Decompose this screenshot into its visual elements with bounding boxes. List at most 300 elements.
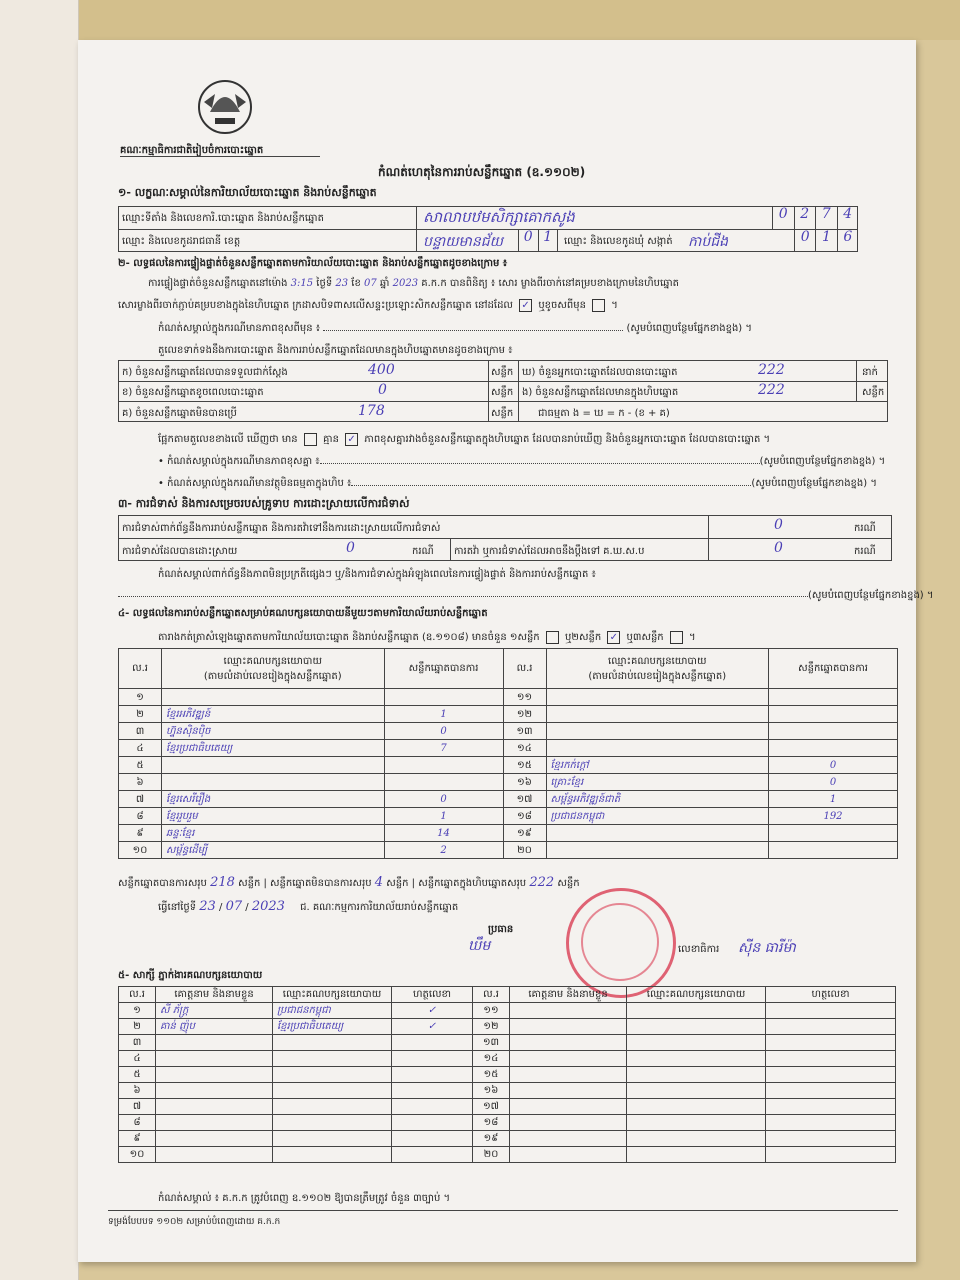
- row-number: ៩: [119, 825, 162, 842]
- witness-party[interactable]: [273, 1099, 392, 1115]
- witness-party[interactable]: [273, 1051, 392, 1067]
- box-total-label: សន្លឹកឆ្នោតក្នុងហិបឆ្នោតសរុប: [418, 878, 527, 889]
- vote-count[interactable]: 7: [384, 740, 503, 757]
- witness-party[interactable]: [627, 1147, 766, 1163]
- section5-heading: ៥- សាក្សី ភ្នាក់ងារគណបក្សនយោបាយ: [118, 970, 263, 981]
- table-row: [119, 825, 898, 842]
- vote-count[interactable]: [769, 723, 898, 740]
- row-number: ១៧: [503, 791, 546, 808]
- unit-label: សន្លឹក: [491, 408, 514, 419]
- witness-name[interactable]: [156, 1099, 273, 1115]
- vote-count[interactable]: [769, 842, 898, 859]
- divider: [118, 538, 892, 539]
- unit-label: សន្លឹក: [491, 387, 514, 398]
- valid-total-label: សន្លឹកឆ្នោតបានការសរុប: [118, 878, 207, 889]
- col-header-name: គោត្តនាម និងនាមខ្លួន: [156, 987, 273, 1003]
- row-number: ៣: [119, 723, 162, 740]
- form-footer: ទម្រង់បែបបទ ១១០២ សម្រាប់បំពេញដោយ គ.ក.ក: [108, 1217, 281, 1227]
- secretary-label: លេខាធិការ: [678, 944, 720, 955]
- witness-name[interactable]: [510, 1067, 627, 1083]
- table-row: [119, 842, 898, 859]
- bullet-object: [158, 476, 877, 491]
- col-header-votes: សន្លឹកឆ្នោតបានការ: [384, 649, 503, 689]
- col-header-no: ល.រ: [473, 987, 510, 1003]
- bullet-diff-label: • កំណត់សម្គាល់ក្នុងករណីមានភាពខុសគ្នា ៖: [158, 456, 320, 467]
- tally-intro: តារាងកត់ត្រាសំឡេងឆ្នោតតាមការិយាល័យបោះឆ្នោត និងរាប់សន្លឹកឆ្នោត (ឧ.១១០៨) មានចំនួន ១សន្លឹក ឬ២សន្លឹក ✓ ឬ៣សន្លឹក ។: [158, 631, 696, 643]
- witness-signature[interactable]: [766, 1147, 896, 1163]
- final-note: កំណត់សម្គាល់ ៖ គ.ក.ក ត្រូវបំពេញ ឧ.១១០២ ឱ្យបានត្រឹមត្រូវ ចំនួន ៣ច្បាប់ ។: [158, 1193, 451, 1204]
- code-digit: 7: [815, 206, 837, 229]
- witness-party[interactable]: [273, 1035, 392, 1051]
- table-row: [119, 723, 898, 740]
- row-number: ១១: [503, 689, 546, 706]
- row-number: ២: [119, 706, 162, 723]
- vote-count[interactable]: 2: [384, 842, 503, 859]
- row-number: ១២: [473, 1019, 510, 1035]
- witness-party[interactable]: ប្រជាជនកម្ពុជា: [273, 1003, 392, 1019]
- unit-label: នាក់: [862, 367, 878, 378]
- code-digit: 0: [518, 229, 538, 252]
- row-number: ១៣: [503, 723, 546, 740]
- party-name[interactable]: [546, 825, 769, 842]
- committee-label: ជ. គណៈកម្មការការិយាល័យរាប់សន្លឹកឆ្នោត: [300, 902, 459, 913]
- party-name[interactable]: គ្រោះខ្មែរ: [546, 774, 769, 791]
- code-digit: 2: [794, 206, 816, 229]
- witness-party[interactable]: [273, 1115, 392, 1131]
- bullet-diff: [158, 454, 885, 469]
- party-name[interactable]: [546, 723, 769, 740]
- adjacent-paper: [0, 0, 79, 1280]
- unused-label: គ) ចំនួនសន្លឹកឆ្នោតមិនបានប្រើ: [122, 408, 237, 419]
- row-number: ១៨: [473, 1115, 510, 1131]
- vote-count[interactable]: [384, 689, 503, 706]
- vote-count[interactable]: 0: [769, 774, 898, 791]
- party-name[interactable]: [162, 757, 385, 774]
- witness-name[interactable]: [510, 1083, 627, 1099]
- party-name[interactable]: ប្រជាជនកម្ពុជា: [546, 808, 769, 825]
- row-number: ១៣: [473, 1035, 510, 1051]
- row-number: ៦: [119, 774, 162, 791]
- month-label: ខែ: [351, 278, 361, 289]
- row-number: ៧: [119, 791, 162, 808]
- col-header-votes: សន្លឹកឆ្នោតបានការ: [769, 649, 898, 689]
- row-number: ៣: [119, 1035, 156, 1051]
- witness-name[interactable]: [156, 1035, 273, 1051]
- sheets-3-checkbox[interactable]: [670, 631, 683, 644]
- unused-value: 178: [358, 403, 385, 419]
- witness-signature[interactable]: [766, 1115, 896, 1131]
- date-line: ធ្វើនៅថ្ងៃទី 23 / 07 / 2023 ជ. គណៈកម្មការការិយាល័យរាប់សន្លឹកឆ្នោត: [158, 899, 459, 914]
- verify-time: 3:15: [290, 278, 314, 289]
- witness-signature[interactable]: [392, 1083, 473, 1099]
- witness-name[interactable]: [510, 1019, 627, 1035]
- sheets-2-checkbox[interactable]: ✓: [607, 631, 620, 644]
- row-number: ១៧: [473, 1099, 510, 1115]
- witness-party[interactable]: [273, 1083, 392, 1099]
- col-header-sign: ហត្ថលេខា: [392, 987, 473, 1003]
- party-name[interactable]: ខ្មែរប្រជាធិបតេយ្យ: [162, 740, 385, 757]
- vote-count[interactable]: 14: [384, 825, 503, 842]
- witness-party[interactable]: [627, 1083, 766, 1099]
- verify-month: 07: [364, 278, 377, 289]
- party-name[interactable]: [546, 689, 769, 706]
- col-party-subtitle: (តាមលំដាប់លេខរៀងក្នុងសន្លឹកឆ្នោត): [588, 670, 727, 682]
- code-digit: 0: [772, 206, 794, 229]
- table-row: [119, 706, 898, 723]
- col-header-party: ឈ្មោះគណបក្សនយោបាយ: [627, 987, 766, 1003]
- sheets-3-label: ឬ៣សន្លឹក: [626, 632, 664, 643]
- party-name[interactable]: [162, 689, 385, 706]
- results-table: [118, 648, 898, 859]
- witness-party[interactable]: ខ្មែរប្រជាធិបតេយ្យ: [273, 1019, 392, 1035]
- witness-signature[interactable]: [392, 1099, 473, 1115]
- code-digit: 1: [815, 229, 836, 252]
- party-name[interactable]: [546, 706, 769, 723]
- seal-changed-label: ឬខូចសពីមុន: [538, 300, 586, 311]
- date-day: 23: [199, 899, 216, 914]
- col-header-name: គោត្តនាម និងនាមខ្លួន: [510, 987, 627, 1003]
- row-number: ៨: [119, 1115, 156, 1131]
- note-line: [158, 321, 818, 336]
- note-more: (សូមបំពេញបន្ថែមផ្នែកខាងខ្នង) ។: [626, 323, 752, 334]
- commune-label: ឈ្មោះ និងលេខកូដឃុំ សង្កាត់: [564, 236, 673, 247]
- province-label: ឈ្មោះ និងលេខកូដរាជធានី ខេត្ត: [122, 236, 241, 247]
- witness-name[interactable]: [510, 1131, 627, 1147]
- witness-signature[interactable]: [392, 1067, 473, 1083]
- witness-party[interactable]: [273, 1067, 392, 1083]
- party-name[interactable]: [162, 774, 385, 791]
- witness-signature[interactable]: [766, 1099, 896, 1115]
- row-number: ១: [119, 1003, 156, 1019]
- invalid-total-label: សន្លឹកឆ្នោតមិនបានការសរុប: [270, 878, 372, 889]
- divider: [416, 206, 417, 252]
- row-number: ៨: [119, 808, 162, 825]
- unit-label: ករណី: [854, 523, 876, 534]
- vote-count[interactable]: [769, 825, 898, 842]
- unit-label: សន្លឹក: [862, 387, 885, 398]
- seal-changed-checkbox[interactable]: [592, 299, 605, 312]
- compare-yes-checkbox[interactable]: [304, 433, 317, 446]
- table-row: [119, 740, 898, 757]
- col-party-title: ឈ្មោះគណបក្សនយោបាយ: [223, 655, 322, 667]
- witness-party[interactable]: [627, 1099, 766, 1115]
- row-number: ១៥: [503, 757, 546, 774]
- vote-count[interactable]: [384, 757, 503, 774]
- row-number: ២០: [473, 1147, 510, 1163]
- table-row: [119, 1099, 896, 1115]
- valid-total-value: 218: [210, 875, 235, 890]
- row-number: ១៤: [473, 1051, 510, 1067]
- witness-name[interactable]: [510, 1003, 627, 1019]
- witness-table: [118, 986, 896, 1163]
- row-number: ១១: [473, 1003, 510, 1019]
- table-row: [119, 1035, 896, 1051]
- form-sheet: [78, 40, 934, 1262]
- appeal-value: 0: [774, 540, 783, 556]
- row-number: ១៦: [503, 774, 546, 791]
- compare-no-label: គ្មាន: [323, 434, 339, 445]
- sheets-2-label: ឬ២សន្លឹក: [565, 632, 602, 643]
- divider: [708, 515, 709, 561]
- row-number: ១៦: [473, 1083, 510, 1099]
- witness-name[interactable]: [510, 1115, 627, 1131]
- note-more: (សូមបំពេញបន្ថែមផ្នែកខាងខ្នង) ។: [751, 478, 877, 489]
- party-name[interactable]: ខ្មែរសេរីរឿង: [162, 791, 385, 808]
- section3-heading: ៣- ការជំទាស់ និងការសម្រេចរបស់គ្រូទាប ការដោះស្រាយលើការជំទាស់: [118, 497, 410, 510]
- vote-count[interactable]: [769, 740, 898, 757]
- vote-count[interactable]: 1: [769, 791, 898, 808]
- row-number: ៤: [119, 1051, 156, 1067]
- verify-line: [148, 276, 679, 291]
- inbox-label: ង) ចំនួនសន្លឹកឆ្នោតដែលមានក្នុងហិបឆ្នោត: [522, 387, 679, 398]
- appeal-label: ការតវ៉ា ឬការជំទាស់ដែលអាចនឹងប្តឹងទៅ គ.ឃ.ស.ប: [454, 546, 645, 557]
- row-number: ១៥: [473, 1067, 510, 1083]
- unit-label: ករណី: [412, 546, 434, 557]
- province-value: បន្ទាយមានជ័យ: [423, 234, 503, 250]
- row-number: ៥: [119, 1067, 156, 1083]
- witness-signature[interactable]: [392, 1131, 473, 1147]
- official-stamp: [566, 888, 676, 998]
- seal-same-checkbox[interactable]: ✓: [519, 299, 532, 312]
- witness-party[interactable]: [627, 1131, 766, 1147]
- row-number: ៥: [119, 757, 162, 774]
- divider: [108, 1210, 898, 1211]
- divider: [518, 360, 519, 422]
- unit-label: ករណី: [854, 546, 876, 557]
- verify-text: ការផ្ទៀងផ្ទាត់ចំនួនសន្លឹកឆ្នោតនៅម៉ោង: [148, 278, 288, 289]
- table-row: [119, 1051, 896, 1067]
- vote-count[interactable]: [769, 689, 898, 706]
- witness-name[interactable]: [156, 1131, 273, 1147]
- spoiled-value: 0: [378, 382, 387, 398]
- invalid-total-value: 4: [374, 875, 384, 890]
- witness-signature[interactable]: [766, 1003, 896, 1019]
- inbox-value: 222: [758, 382, 785, 398]
- witness-signature[interactable]: [392, 1035, 473, 1051]
- witness-signature[interactable]: [766, 1067, 896, 1083]
- date-month: 07: [225, 899, 243, 914]
- compare-line: [158, 432, 770, 447]
- col-header-no: ល.រ: [503, 649, 546, 689]
- section1-heading: ១- លក្ខណៈសម្គាល់នៃការិយាល័យបោះឆ្នោត និងរាប់សន្លឹកឆ្នោត: [118, 186, 377, 199]
- table-row: [119, 791, 898, 808]
- vote-count[interactable]: 1: [384, 706, 503, 723]
- table-row: [119, 1019, 896, 1035]
- compare-text: ផ្អែកតាមតួលេខខាងលើ ឃើញថា មាន: [158, 434, 298, 445]
- witness-party[interactable]: [273, 1131, 392, 1147]
- party-name[interactable]: ខ្មែរកក់ក្តៅ: [546, 757, 769, 774]
- witness-name[interactable]: គាន់ ញ៉ុប: [156, 1019, 273, 1035]
- witness-signature[interactable]: [766, 1019, 896, 1035]
- day-label: ថ្ងៃទី: [316, 278, 333, 289]
- year-label: ឆ្នាំ: [379, 278, 390, 289]
- witness-name[interactable]: [510, 1051, 627, 1067]
- witness-name[interactable]: [156, 1115, 273, 1131]
- witness-party[interactable]: [627, 1115, 766, 1131]
- row-number: ១២: [503, 706, 546, 723]
- emblem-icon: [190, 72, 260, 142]
- vote-count[interactable]: 0: [384, 723, 503, 740]
- divider: [118, 401, 888, 402]
- note-field[interactable]: [323, 330, 623, 331]
- received-label: ក) ចំនួនសន្លឹកឆ្នោតដែលបានទទួលជាក់ស្តែង: [122, 367, 288, 378]
- col-header-party: [162, 649, 385, 689]
- commission-name: គណៈកម្មាធិការជាតិរៀបចំការបោះឆ្នោត: [120, 145, 264, 156]
- location-code: [772, 206, 858, 229]
- vote-count[interactable]: [384, 774, 503, 791]
- witness-name[interactable]: [510, 1147, 627, 1163]
- table-row: [119, 774, 898, 791]
- resolved-label: ការជំទាស់ដែលបានដោះស្រាយ: [122, 546, 238, 557]
- voters-label: ឃ) ចំនួនអ្នកបោះឆ្នោតដែលបានបោះឆ្នោត: [522, 367, 678, 378]
- row-number: ៧: [119, 1099, 156, 1115]
- stamp-inner-ring: [581, 903, 659, 981]
- row-number: ២០: [503, 842, 546, 859]
- object-field[interactable]: [351, 485, 751, 486]
- objection-label: ការជំទាស់ពាក់ព័ន្ធនឹងការរាប់សន្លឹកឆ្នោត និងការតវ៉ាទៅនឹងការដោះស្រាយលើការជំទាស់: [122, 523, 441, 534]
- secretary-signature: ស៊ីន ធារីម៉ា: [738, 940, 796, 956]
- party-name[interactable]: ឆន្ទៈខ្មែរ: [162, 825, 385, 842]
- party-name[interactable]: សម្ព័ន្ធដើម្បី: [162, 842, 385, 859]
- voters-value: 222: [758, 362, 785, 378]
- chair-signature: ឃឹម: [468, 938, 491, 954]
- divider: [450, 538, 451, 561]
- seal-line: សោរម្ខាងពីរចាក់ភ្ជាប់គម្របខាងក្នុងនៃហិបឆ្នោត ក្រដាសបិទពាសលើសន្ទះប្រឡោះសិកសន្លឹកឆ្នោត នៅដដែល ✓ ឬខូចសពីមុន ។: [118, 299, 618, 311]
- s3-note-field[interactable]: [118, 596, 808, 597]
- party-name[interactable]: ខ្មែរអភិវឌ្ឍន៍: [162, 706, 385, 723]
- note-more: (សូមបំពេញបន្ថែមផ្នែកខាងខ្នង) ។: [759, 456, 886, 467]
- unit-label: សន្លឹក: [386, 878, 409, 889]
- table-row: [119, 808, 898, 825]
- party-name[interactable]: ខ្មែររួបរួម: [162, 808, 385, 825]
- vote-count[interactable]: 0: [384, 791, 503, 808]
- party-name[interactable]: សម្ព័ន្ធអភិវឌ្ឍន៍ជាតិ: [546, 791, 769, 808]
- party-name[interactable]: ហ្វ៊ុនស៊ិនប៉ិច: [162, 723, 385, 740]
- location-label: ឈ្មោះទីតាំង និងលេខការិ.បោះឆ្នោត និងរាប់សន្លឹកឆ្នោត: [122, 213, 324, 224]
- sheets-1-checkbox[interactable]: [546, 631, 559, 644]
- witness-signature[interactable]: [392, 1147, 473, 1163]
- divider: [120, 156, 320, 157]
- col-header-party: ឈ្មោះគណបក្សនយោបាយ: [273, 987, 392, 1003]
- section2-heading: ២- លទ្ធផលនៃការផ្ទៀងផ្ទាត់ចំនួនសន្លឹកឆ្នោតតាមការិយាល័យបោះឆ្នោត និងរាប់សន្លឹកឆ្នោតដូចខាងក្រោម ៖: [118, 258, 508, 269]
- commune-value: កាប់ជីង: [688, 234, 728, 250]
- form-title: កំណត់ហេតុនៃការរាប់សន្លឹកឆ្នោត (ឧ.១១០២): [378, 165, 586, 179]
- totals-line: សន្លឹកឆ្នោតបានការសរុប 218 សន្លឹក | សន្លឹកឆ្នោតមិនបានការសរុប 4 សន្លឹក | សន្លឹកឆ្នោតក្នុងហិបឆ្នោតសរុប 222 សន្លឹក: [118, 875, 580, 890]
- note-more: (សូមបំពេញបន្ថែមផ្នែកខាងខ្នង) ។: [808, 590, 934, 601]
- vote-count[interactable]: 0: [769, 757, 898, 774]
- witness-signature[interactable]: ✓: [392, 1019, 473, 1035]
- table-row: [119, 1067, 896, 1083]
- table-row: [119, 1003, 896, 1019]
- table-row: [119, 1131, 896, 1147]
- row-number: ១: [119, 689, 162, 706]
- witness-party[interactable]: [627, 1067, 766, 1083]
- note-label: កំណត់សម្គាល់ក្នុងករណីមានភាពខុសពីមុន ៖: [158, 323, 321, 334]
- col-party-title: ឈ្មោះគណបក្សនយោបាយ: [608, 655, 707, 667]
- party-name[interactable]: [546, 740, 769, 757]
- table-row: [119, 1115, 896, 1131]
- counts-intro: តួលេខទាក់ទងនឹងការបោះឆ្នោត និងការរាប់សន្លឹកឆ្នោតដែលមានក្នុងហិបឆ្នោតមានដូចខាងក្រោម ៖: [158, 345, 513, 356]
- witness-signature[interactable]: [766, 1083, 896, 1099]
- row-number: ១០: [119, 842, 162, 859]
- witness-signature[interactable]: ✓: [392, 1003, 473, 1019]
- witness-party[interactable]: [273, 1147, 392, 1163]
- received-value: 400: [368, 362, 395, 378]
- tally-intro-text: តារាងកត់ត្រាសំឡេងឆ្នោតតាមការិយាល័យបោះឆ្នោត និងរាប់សន្លឹកឆ្នោត (ឧ.១១០៨) មានចំនួន ១សន្លឹក: [158, 632, 540, 643]
- witness-party[interactable]: [627, 1051, 766, 1067]
- witness-party[interactable]: [627, 1035, 766, 1051]
- witness-signature[interactable]: [766, 1051, 896, 1067]
- s3-note: កំណត់សម្គាល់ពាក់ព័ន្ធនឹងភាពមិនប្រក្រតីផ្សេងៗ ឬ/និងការជំទាស់ក្នុងអំឡុងពេលនៃការផ្ទៀងផ្ទាត់ និងការរាប់សន្លឹកឆ្នោត ៖: [158, 569, 596, 580]
- witness-signature[interactable]: [766, 1131, 896, 1147]
- table-row: [119, 689, 898, 706]
- vote-count[interactable]: 192: [769, 808, 898, 825]
- witness-party[interactable]: [627, 1019, 766, 1035]
- objection-value: 0: [774, 517, 783, 533]
- row-number: ១៩: [503, 825, 546, 842]
- commune-code: [794, 229, 858, 252]
- col-header-party: [546, 649, 769, 689]
- vote-count[interactable]: [769, 706, 898, 723]
- date-label: ធ្វើនៅថ្ងៃទី: [158, 902, 197, 913]
- code-digit: 4: [837, 206, 859, 229]
- table-row: [119, 757, 898, 774]
- code-digit: 1: [538, 229, 559, 252]
- box-total-value: 222: [529, 875, 555, 890]
- date-year: 2023: [251, 899, 285, 914]
- witness-party[interactable]: [627, 1003, 766, 1019]
- witness-signature[interactable]: [392, 1051, 473, 1067]
- witness-name[interactable]: [510, 1035, 627, 1051]
- bullet-object-label: • កំណត់សម្គាល់ក្នុងករណីមានវត្ថុមិនធម្មតាក្នុងហិប ៖: [158, 478, 352, 489]
- row-number: ៦: [119, 1083, 156, 1099]
- witness-name[interactable]: [156, 1051, 273, 1067]
- witness-name[interactable]: [156, 1083, 273, 1099]
- code-digit: 0: [794, 229, 815, 252]
- row-number: ១៨: [503, 808, 546, 825]
- witness-signature[interactable]: [392, 1115, 473, 1131]
- diff-field[interactable]: [320, 463, 760, 464]
- row-number: ៩: [119, 1131, 156, 1147]
- row-number: ១០: [119, 1147, 156, 1163]
- row-number: ១៤: [503, 740, 546, 757]
- divider: [856, 360, 857, 402]
- code-digit: 6: [837, 229, 858, 252]
- vote-count[interactable]: 1: [384, 808, 503, 825]
- unit-label: សន្លឹក: [557, 878, 580, 889]
- province-code: [518, 229, 558, 252]
- section4-heading: ៤- លទ្ធផលនៃការរាប់សន្លឹកឆ្នោតសម្រាប់គណបក្សនយោបាយនីមួយៗតាមការិយាល័យរាប់សន្លឹកឆ្នោត: [118, 608, 488, 619]
- spoiled-label: ខ) ចំនួនសន្លឹកឆ្នោតខូចពេលបោះឆ្នោត: [122, 387, 264, 398]
- col-header-no: ល.រ: [119, 649, 162, 689]
- witness-signature[interactable]: [766, 1035, 896, 1051]
- compare-no-checkbox[interactable]: ✓: [345, 433, 358, 446]
- table-row: [119, 1147, 896, 1163]
- seal-text: សោរម្ខាងពីរចាក់ភ្ជាប់គម្របខាងក្នុងនៃហិបឆ្នោត ក្រដាសបិទពាសលើសន្ទះប្រឡោះសិកសន្លឹកឆ្នោត នៅដដែល: [118, 300, 513, 311]
- witness-name[interactable]: [156, 1147, 273, 1163]
- party-name[interactable]: [546, 842, 769, 859]
- wall-background: [0, 0, 960, 40]
- witness-name[interactable]: [510, 1099, 627, 1115]
- witness-name[interactable]: [156, 1067, 273, 1083]
- resolved-value: 0: [346, 540, 355, 556]
- row-number: ២: [119, 1019, 156, 1035]
- witness-name[interactable]: សី ភ័ក្ត្រ: [156, 1003, 273, 1019]
- row-number: ៤: [119, 740, 162, 757]
- verify-year: 2023: [392, 278, 419, 289]
- col-party-subtitle: (តាមលំដាប់លេខរៀងក្នុងសន្លឹកឆ្នោត): [203, 670, 342, 682]
- location-value: សាលាបឋមសិក្សាគោកសូង: [423, 208, 575, 226]
